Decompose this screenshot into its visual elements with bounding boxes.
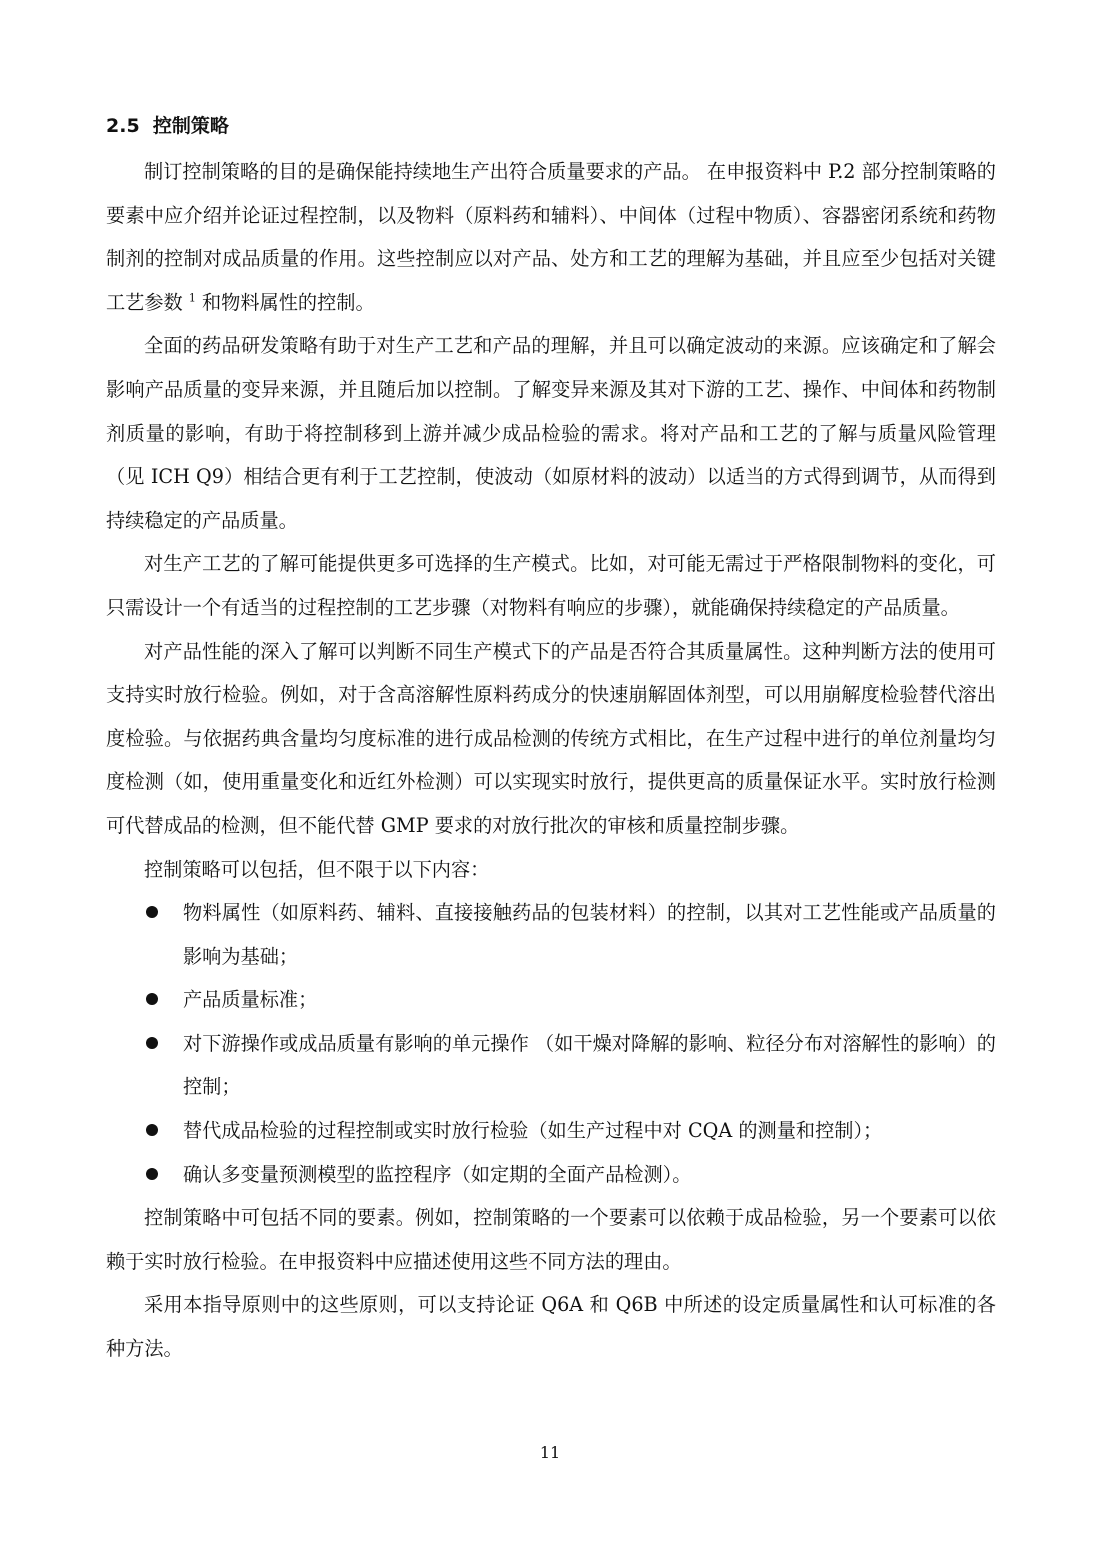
bullet-icon (146, 1168, 158, 1180)
bullet-icon (146, 1037, 158, 1049)
list-item-text: 物料属性（如原料药、辅料、直接接触药品的包装材料）的控制，以其对工艺性能或产品质量的影响为基础； (183, 901, 996, 968)
list-item-text: 替代成品检验的过程控制或实时放行检验（如生产过程中对 CQA 的测量和控制）； (183, 1119, 883, 1143)
list-item-text: 对下游操作或成品质量有影响的单元操作 （如干燥对降解的影响、粒径分布对溶解性的影响）的控制； (183, 1031, 996, 1099)
bullet-icon (146, 1124, 158, 1136)
paragraph-q6a-q6b: 采用本指导原则中的这些原则，可以支持论证 Q6A 和 Q6B 中所述的设定质量属性和认可标准的各种方法。 (106, 1293, 996, 1361)
list-item (106, 891, 996, 978)
document-page (106, 112, 996, 1371)
list-item (106, 1022, 996, 1109)
list-item (106, 1109, 996, 1153)
paragraph-text-continued: 和物料属性的控制。 (201, 290, 375, 314)
list-item-text: 确认多变量预测模型的监控程序（如定期的全面产品检测）。 (183, 1162, 692, 1186)
bullet-icon (146, 906, 158, 918)
paragraph-production-modes: 对生产工艺的了解可能提供更多可选择的生产模式。比如，对可能无需过于严格限制物料的变化，可只需设计一个有适当的过程控制的工艺步骤（对物料有响应的步骤），就能确保持续稳定的产品质量。 (106, 552, 996, 619)
paragraph-purpose (106, 150, 996, 324)
section-heading (106, 112, 996, 140)
paragraph-real-time-release: 对产品性能的深入了解可以判断不同生产模式下的产品是否符合其质量属性。这种判断方法的使用可支持实时放行检验。例如，对于含高溶解性原料药成分的快速崩解固体剂型，可以用崩解度检验替代溶出度检验。与依据药典含量均匀度标准的进行成品检测的传统方式相比，在生产过程中进行的单位剂量均匀度检测（如，使用重量变化和近红外检测）可以实现实时放行，提供更高的质量保证水平。实时放行检测可代替成品的检测，但不能代替 GMP 要求的对放行批次的审核和质量控制步骤。 (106, 639, 996, 837)
paragraph-development-strategy: 全面的药品研发策略有助于对生产工艺和产品的理解，并且可以确定波动的来源。应该确定和了解会影响产品质量的变异来源，并且随后加以控制。了解变异来源及其对下游的工艺、操作、中间体和药物制剂质量的影响，有助于将控制移到上游并减少成品检验的需求。将对产品和工艺的了解与质量风险管理（见 ICH Q9）相结合更有利于工艺控制，使波动（如原材料的波动）以适当的方式得到调节，从而得到持续稳定的产品质量。 (106, 334, 996, 532)
paragraph-list-intro: 控制策略可以包括，但不限于以下内容： (144, 857, 490, 881)
page-number: 11 (539, 1443, 561, 1462)
list-item (106, 1153, 996, 1197)
list-item (106, 978, 996, 1022)
paragraph-different-elements: 控制策略中可包括不同的要素。例如，控制策略的一个要素可以依赖于成品检验，另一个要素可以依赖于实时放行检验。在申报资料中应描述使用这些不同方法的理由。 (106, 1206, 996, 1273)
control-strategy-list (106, 891, 996, 1196)
footnote-reference[interactable]: 1 (188, 291, 196, 305)
bullet-icon (146, 993, 158, 1005)
paragraph-text: 制订控制策略的目的是确保能持续地生产出符合质量要求的产品。 在申报资料中 P.2 部分控制策略的要素中应介绍并论证过程控制，以及物料（原料药和辅料）、中间体（过程中物质）、容器密闭系统和药物制剂的控制对成品质量的作用。这些控制应以对产品、处方和工艺的理解为基础，并且应至少包括对关键工艺参数 (106, 160, 996, 314)
section-title: 控制策略 (152, 115, 229, 137)
list-item-text: 产品质量标准； (183, 988, 318, 1012)
section-number: 2.5 (106, 115, 140, 137)
